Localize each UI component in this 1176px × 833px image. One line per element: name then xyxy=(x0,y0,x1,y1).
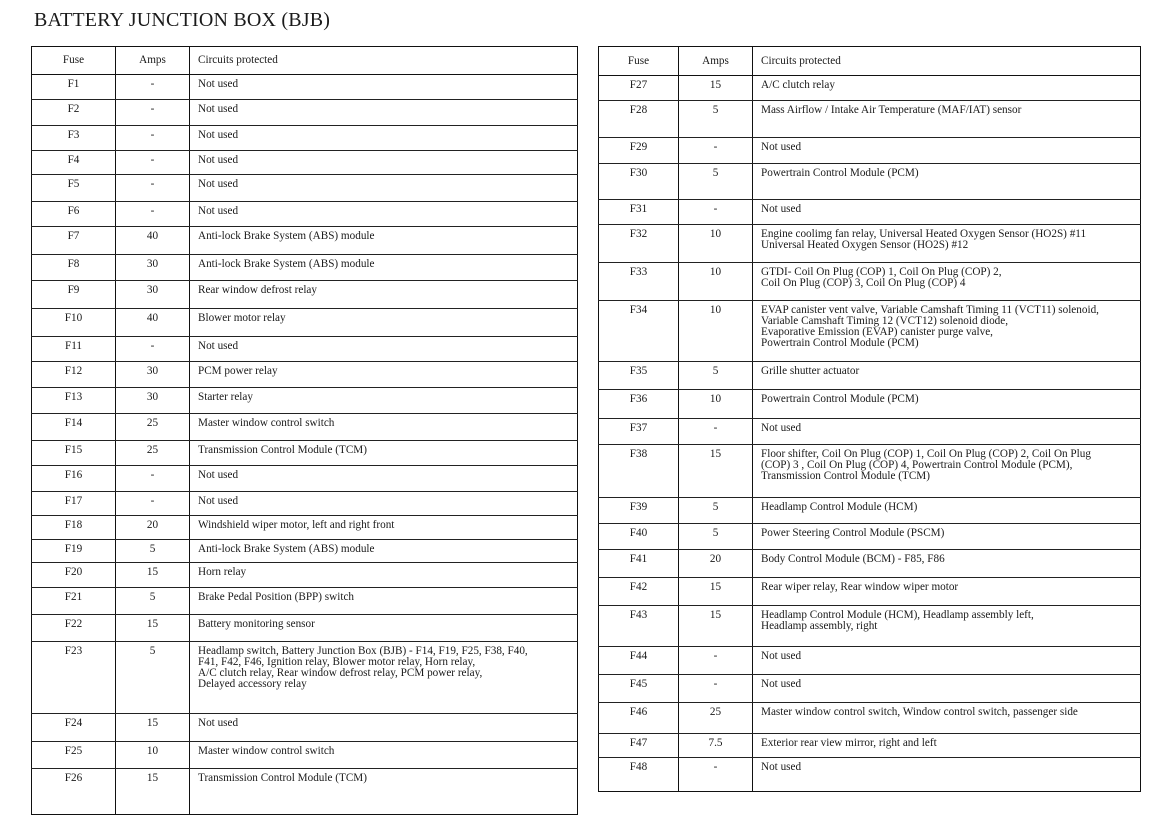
fuse-cell: F37 xyxy=(599,419,679,445)
fuse-cell: F20 xyxy=(32,563,116,588)
table-row xyxy=(32,714,578,742)
fuse-cell: F29 xyxy=(599,138,679,164)
fuse-cell: F14 xyxy=(32,414,116,441)
table-row xyxy=(599,703,1141,734)
amps-cell: 15 xyxy=(116,714,190,742)
circuits-cell: EVAP canister vent valve, Variable Camshaft Timing 11 (VCT11) solenoid, Variable Camshaft Timing 12 (VCT12) solenoid diode, Evaporative Emission (EVAP) canister purge valve, Powertrain Control Module (PCM) xyxy=(753,301,1141,362)
circuits-cell: Floor shifter, Coil On Plug (COP) 1, Coil On Plug (COP) 2, Coil On Plug (COP) 3 , Coil On Plug (COP) 4, Powertrain Control Module (PCM), Transmission Control Module (TCM) xyxy=(753,445,1141,498)
fuse-cell: F24 xyxy=(32,714,116,742)
amps-cell: 15 xyxy=(679,445,753,498)
table-row xyxy=(32,540,578,563)
table-row xyxy=(32,388,578,414)
table-row xyxy=(32,151,578,175)
table-row xyxy=(32,100,578,126)
amps-cell: - xyxy=(679,647,753,675)
fuse-cell: F11 xyxy=(32,337,116,362)
circuits-cell: Master window control switch xyxy=(190,742,578,769)
table-row xyxy=(599,101,1141,138)
page-title: BATTERY JUNCTION BOX (BJB) xyxy=(34,9,331,31)
table-row xyxy=(599,76,1141,101)
table-row xyxy=(32,615,578,642)
table-row xyxy=(32,492,578,516)
table-row xyxy=(32,309,578,337)
amps-cell: 10 xyxy=(679,301,753,362)
fuse-cell: F34 xyxy=(599,301,679,362)
fuse-cell: F35 xyxy=(599,362,679,390)
fuse-cell: F36 xyxy=(599,390,679,419)
circuits-cell: Battery monitoring sensor xyxy=(190,615,578,642)
amps-cell: - xyxy=(116,100,190,126)
table-row xyxy=(32,227,578,255)
header-amps: Amps xyxy=(679,47,753,76)
table-row xyxy=(599,498,1141,524)
fuse-cell: F2 xyxy=(32,100,116,126)
circuits-cell: Not used xyxy=(753,758,1141,792)
fuse-cell: F3 xyxy=(32,126,116,151)
amps-cell: - xyxy=(679,200,753,225)
fuse-cell: F40 xyxy=(599,524,679,550)
fuse-cell: F7 xyxy=(32,227,116,255)
fuse-cell: F25 xyxy=(32,742,116,769)
amps-cell: 25 xyxy=(679,703,753,734)
table-row xyxy=(599,550,1141,578)
fuse-cell: F10 xyxy=(32,309,116,337)
fuse-cell: F5 xyxy=(32,175,116,202)
circuits-cell: Body Control Module (BCM) - F85, F86 xyxy=(753,550,1141,578)
fuse-cell: F22 xyxy=(32,615,116,642)
table-row xyxy=(32,441,578,466)
fuse-cell: F16 xyxy=(32,466,116,492)
fuse-cell: F12 xyxy=(32,362,116,388)
fuse-cell: F26 xyxy=(32,769,116,815)
fuse-cell: F4 xyxy=(32,151,116,175)
fuse-cell: F8 xyxy=(32,255,116,281)
circuits-cell: Anti-lock Brake System (ABS) module xyxy=(190,255,578,281)
table-row xyxy=(32,563,578,588)
fuse-cell: F6 xyxy=(32,202,116,227)
amps-cell: 40 xyxy=(116,309,190,337)
amps-cell: 5 xyxy=(679,164,753,200)
circuits-cell: Not used xyxy=(190,75,578,100)
fuse-table-right xyxy=(598,46,1141,792)
fuse-cell: F47 xyxy=(599,734,679,758)
circuits-cell: Windshield wiper motor, left and right front xyxy=(190,516,578,540)
header-circuits: Circuits protected xyxy=(753,47,1141,76)
table-row xyxy=(599,606,1141,647)
circuits-cell: Not used xyxy=(190,126,578,151)
circuits-cell: Headlamp switch, Battery Junction Box (BJB) - F14, F19, F25, F38, F40, F41, F42, F46, Ignition relay, Blower motor relay, Horn relay, A/C clutch relay, Rear window defrost relay, PCM power relay, Delayed accessory relay xyxy=(190,642,578,714)
fuse-cell: F13 xyxy=(32,388,116,414)
fuse-cell: F48 xyxy=(599,758,679,792)
fuse-cell: F42 xyxy=(599,578,679,606)
fuse-cell: F9 xyxy=(32,281,116,309)
amps-cell: 7.5 xyxy=(679,734,753,758)
amps-cell: 10 xyxy=(679,263,753,301)
amps-cell: 30 xyxy=(116,281,190,309)
circuits-cell: Not used xyxy=(190,714,578,742)
circuits-cell: Not used xyxy=(190,151,578,175)
circuits-cell: Not used xyxy=(753,647,1141,675)
table-row xyxy=(32,75,578,100)
circuits-cell: Anti-lock Brake System (ABS) module xyxy=(190,540,578,563)
circuits-cell: Headlamp Control Module (HCM), Headlamp assembly left, Headlamp assembly, right xyxy=(753,606,1141,647)
amps-cell: - xyxy=(116,175,190,202)
circuits-cell: Exterior rear view mirror, right and left xyxy=(753,734,1141,758)
table-header-row xyxy=(599,47,1141,76)
table-row xyxy=(32,414,578,441)
table-row xyxy=(32,466,578,492)
fuse-cell: F46 xyxy=(599,703,679,734)
circuits-cell: Not used xyxy=(753,675,1141,703)
fuse-cell: F28 xyxy=(599,101,679,138)
circuits-cell: Not used xyxy=(190,175,578,202)
amps-cell: 10 xyxy=(679,225,753,263)
circuits-cell: Rear window defrost relay xyxy=(190,281,578,309)
amps-cell: - xyxy=(116,75,190,100)
table-row xyxy=(599,647,1141,675)
table-row xyxy=(599,200,1141,225)
fuse-cell: F17 xyxy=(32,492,116,516)
amps-cell: 30 xyxy=(116,255,190,281)
header-circuits: Circuits protected xyxy=(190,47,578,75)
circuits-cell: Not used xyxy=(190,100,578,126)
table-row xyxy=(599,263,1141,301)
table-row xyxy=(599,390,1141,419)
fuse-table-left xyxy=(31,46,578,815)
table-row xyxy=(599,758,1141,792)
amps-cell: 5 xyxy=(116,642,190,714)
table-row xyxy=(599,734,1141,758)
circuits-cell: Not used xyxy=(190,202,578,227)
table-row xyxy=(32,516,578,540)
amps-cell: 30 xyxy=(116,362,190,388)
table-row xyxy=(32,742,578,769)
circuits-cell: PCM power relay xyxy=(190,362,578,388)
circuits-cell: Rear wiper relay, Rear window wiper motor xyxy=(753,578,1141,606)
amps-cell: 5 xyxy=(116,588,190,615)
circuits-cell: Master window control switch, Window control switch, passenger side xyxy=(753,703,1141,734)
fuse-cell: F1 xyxy=(32,75,116,100)
fuse-cell: F32 xyxy=(599,225,679,263)
circuits-cell: Transmission Control Module (TCM) xyxy=(190,769,578,815)
circuits-cell: Powertrain Control Module (PCM) xyxy=(753,390,1141,419)
amps-cell: 10 xyxy=(116,742,190,769)
circuits-cell: Not used xyxy=(190,466,578,492)
circuits-cell: Engine coolimg fan relay, Universal Heated Oxygen Sensor (HO2S) #11 Universal Heated Oxygen Sensor (HO2S) #12 xyxy=(753,225,1141,263)
circuits-cell: Powertrain Control Module (PCM) xyxy=(753,164,1141,200)
table-row xyxy=(32,175,578,202)
amps-cell: - xyxy=(679,138,753,164)
table-row xyxy=(32,769,578,815)
fuse-cell: F41 xyxy=(599,550,679,578)
fuse-cell: F31 xyxy=(599,200,679,225)
fuse-cell: F45 xyxy=(599,675,679,703)
table-row xyxy=(32,588,578,615)
amps-cell: 30 xyxy=(116,388,190,414)
circuits-cell: Grille shutter actuator xyxy=(753,362,1141,390)
fuse-cell: F39 xyxy=(599,498,679,524)
amps-cell: - xyxy=(116,492,190,516)
table-row xyxy=(32,281,578,309)
amps-cell: 20 xyxy=(679,550,753,578)
fuse-cell: F15 xyxy=(32,441,116,466)
circuits-cell: Starter relay xyxy=(190,388,578,414)
amps-cell: 5 xyxy=(116,540,190,563)
fuse-cell: F44 xyxy=(599,647,679,675)
fuse-cell: F21 xyxy=(32,588,116,615)
amps-cell: - xyxy=(679,675,753,703)
amps-cell: 5 xyxy=(679,101,753,138)
amps-cell: - xyxy=(116,126,190,151)
circuits-cell: Not used xyxy=(753,419,1141,445)
circuits-cell: Power Steering Control Module (PSCM) xyxy=(753,524,1141,550)
fuse-cell: F27 xyxy=(599,76,679,101)
amps-cell: 40 xyxy=(116,227,190,255)
header-amps: Amps xyxy=(116,47,190,75)
table-row xyxy=(32,362,578,388)
circuits-cell: Not used xyxy=(190,337,578,362)
amps-cell: - xyxy=(116,151,190,175)
fuse-cell: F19 xyxy=(32,540,116,563)
table-row xyxy=(599,675,1141,703)
fuse-cell: F38 xyxy=(599,445,679,498)
amps-cell: 25 xyxy=(116,414,190,441)
fuse-cell: F18 xyxy=(32,516,116,540)
amps-cell: 15 xyxy=(116,615,190,642)
table-row xyxy=(599,138,1141,164)
amps-cell: - xyxy=(679,419,753,445)
fuse-cell: F30 xyxy=(599,164,679,200)
amps-cell: - xyxy=(116,337,190,362)
circuits-cell: Not used xyxy=(753,138,1141,164)
amps-cell: 5 xyxy=(679,362,753,390)
amps-cell: 20 xyxy=(116,516,190,540)
circuits-cell: A/C clutch relay xyxy=(753,76,1141,101)
circuits-cell: Headlamp Control Module (HCM) xyxy=(753,498,1141,524)
table-row xyxy=(599,301,1141,362)
amps-cell: 10 xyxy=(679,390,753,419)
circuits-cell: Transmission Control Module (TCM) xyxy=(190,441,578,466)
table-row xyxy=(599,362,1141,390)
amps-cell: 15 xyxy=(679,578,753,606)
circuits-cell: Not used xyxy=(753,200,1141,225)
circuits-cell: GTDI- Coil On Plug (COP) 1, Coil On Plug (COP) 2, Coil On Plug (COP) 3, Coil On Plug (COP) 4 xyxy=(753,263,1141,301)
amps-cell: - xyxy=(116,466,190,492)
table-row xyxy=(32,202,578,227)
amps-cell: 15 xyxy=(116,769,190,815)
table-row xyxy=(599,225,1141,263)
amps-cell: 5 xyxy=(679,524,753,550)
table-row xyxy=(599,524,1141,550)
amps-cell: - xyxy=(679,758,753,792)
table-row xyxy=(599,578,1141,606)
fuse-cell: F23 xyxy=(32,642,116,714)
circuits-cell: Mass Airflow / Intake Air Temperature (MAF/IAT) sensor xyxy=(753,101,1141,138)
table-row xyxy=(599,164,1141,200)
table-row xyxy=(599,445,1141,498)
table-row xyxy=(32,255,578,281)
circuits-cell: Brake Pedal Position (BPP) switch xyxy=(190,588,578,615)
amps-cell: 15 xyxy=(116,563,190,588)
circuits-cell: Blower motor relay xyxy=(190,309,578,337)
table-row xyxy=(32,337,578,362)
circuits-cell: Master window control switch xyxy=(190,414,578,441)
circuits-cell: Horn relay xyxy=(190,563,578,588)
amps-cell: 15 xyxy=(679,606,753,647)
table-header-row xyxy=(32,47,578,75)
header-fuse: Fuse xyxy=(599,47,679,76)
table-row xyxy=(599,419,1141,445)
amps-cell: - xyxy=(116,202,190,227)
table-row xyxy=(32,642,578,714)
amps-cell: 15 xyxy=(679,76,753,101)
fuse-cell: F43 xyxy=(599,606,679,647)
amps-cell: 5 xyxy=(679,498,753,524)
circuits-cell: Anti-lock Brake System (ABS) module xyxy=(190,227,578,255)
circuits-cell: Not used xyxy=(190,492,578,516)
amps-cell: 25 xyxy=(116,441,190,466)
fuse-cell: F33 xyxy=(599,263,679,301)
header-fuse: Fuse xyxy=(32,47,116,75)
table-row xyxy=(32,126,578,151)
